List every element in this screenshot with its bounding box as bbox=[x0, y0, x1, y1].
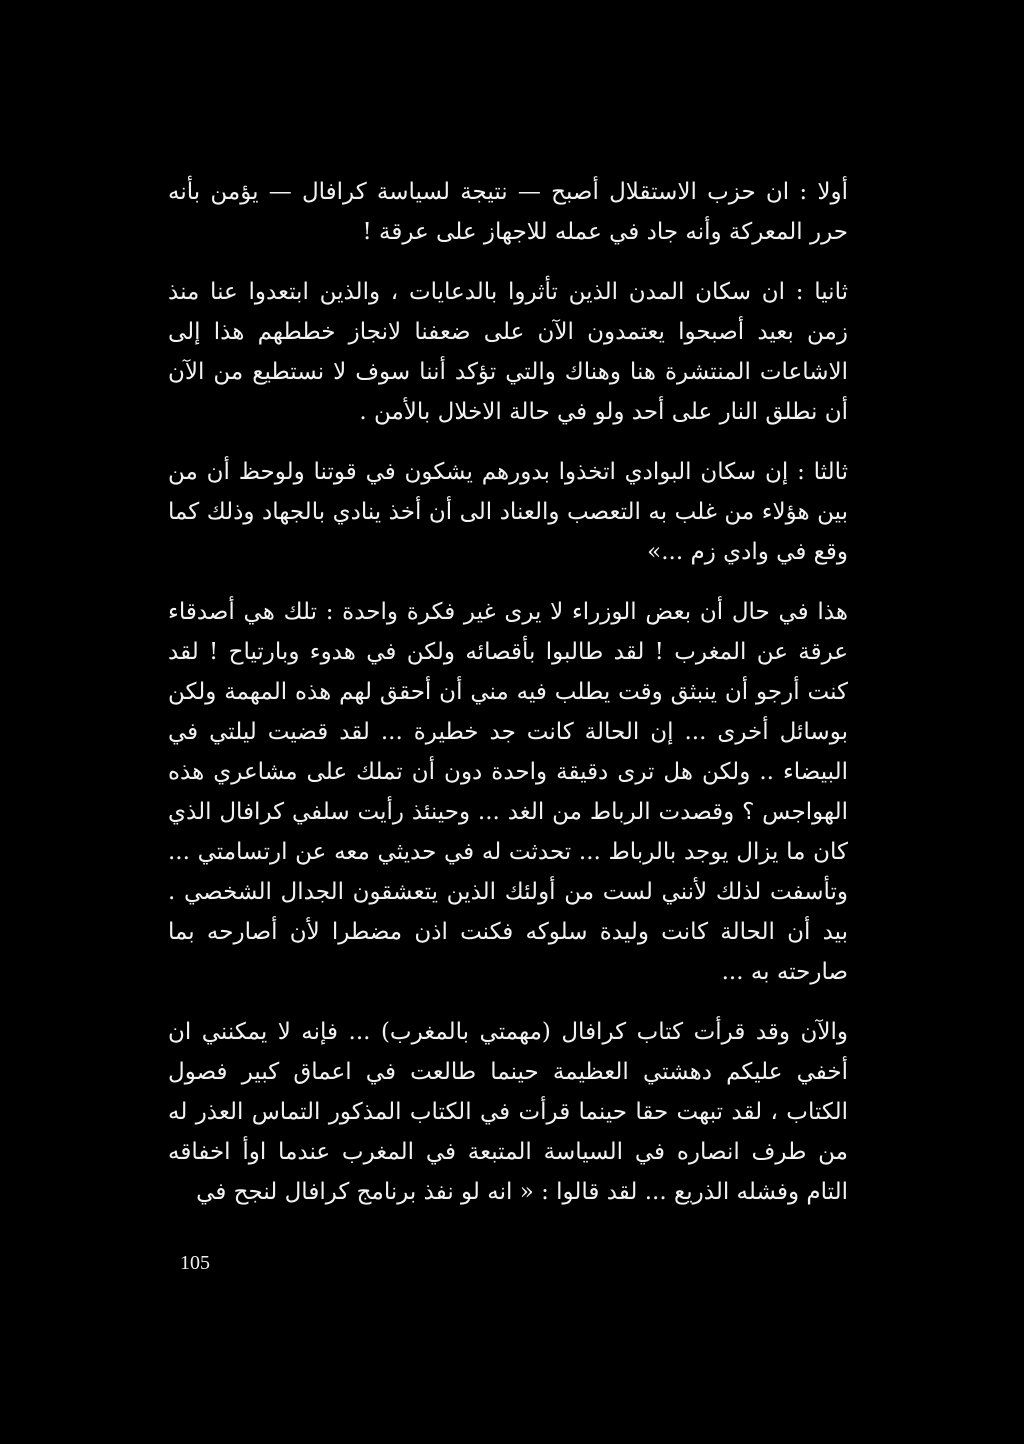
page-number: 105 bbox=[180, 1252, 210, 1274]
body-text bbox=[168, 172, 848, 1212]
paragraph-fourth: هذا في حال أن بعض الوزراء لا يرى غير فكرة واحدة : تلك هي أصدقاء عرقة عن المغرب ! لقد طالبوا بأقصائه ولكن في هدوء وبارتياح ! لقد كنت أرجو أن ينبثق وقت يطلب فيه مني أن أحقق لهم هذه المهمة ولكن بوسائل أخرى ... إن الحالة كانت جد خطيرة ... لقد قضيت ليلتي في البيضاء .. ولكن هل ترى دقيقة واحدة دون أن تملك على مشاعري هذه الهواجس ؟ وقصدت الرباط من الغد ... وحينئذ رأيت سلفي كرافال الذي كان ما يزال يوجد بالرباط ... تحدثت له في حديثي معه عن ارتسامتي ... وتأسفت لذلك لأنني لست من أولئك الذين يتعشقون الجدال الشخصي . بيد أن الحالة كانت وليدة سلوكه فكنت اذن مضطرا لأن أصارحه بما صارحته به ... bbox=[168, 599, 848, 985]
paragraph-third: ثالثا : إن سكان البوادي اتخذوا بدورهم يشكون في قوتنا ولوحظ أن من بين هؤلاء من غلب به التعصب والعناد الى أن أخذ ينادي بالجهاد وذلك كما وقع في وادي زم ...» bbox=[168, 459, 848, 565]
paragraph-second: ثانيا : ان سكان المدن الذين تأثروا بالدعايات ، والذين ابتعدوا عنا منذ زمن بعيد أصبحوا يعتمدون الآن على ضعفنا لانجاز خططهم هذا إلى الاشاعات المنتشرة هنا وهناك والتي تؤكد أننا سوف لا نستطيع من الآن أن نطلق النار على أحد ولو في حالة الاخلال بالأمن . bbox=[168, 279, 848, 425]
paragraph-first: أولا : ان حزب الاستقلال أصبح — نتيجة لسياسة كرافال — يؤمن بأنه حرر المعركة وأنه جاد في عمله للاجهاز على عرقة ! bbox=[168, 179, 848, 245]
paragraph-fifth: والآن وقد قرأت كتاب كرافال (مهمتي بالمغرب) ... فإنه لا يمكنني ان أخفي عليكم دهشتي العظيمة حينما طالعت في اعماق كبير فصول الكتاب ، لقد تبهت حقا حينما قرأت في الكتاب المذكور التماس العذر له من طرف انصاره في السياسة المتبعة في المغرب عندما اوأ اخفاقه التام وفشله الذريع ... لقد قالوا : « انه لو نفذ برنامج كرافال لنجح في bbox=[168, 1019, 848, 1205]
